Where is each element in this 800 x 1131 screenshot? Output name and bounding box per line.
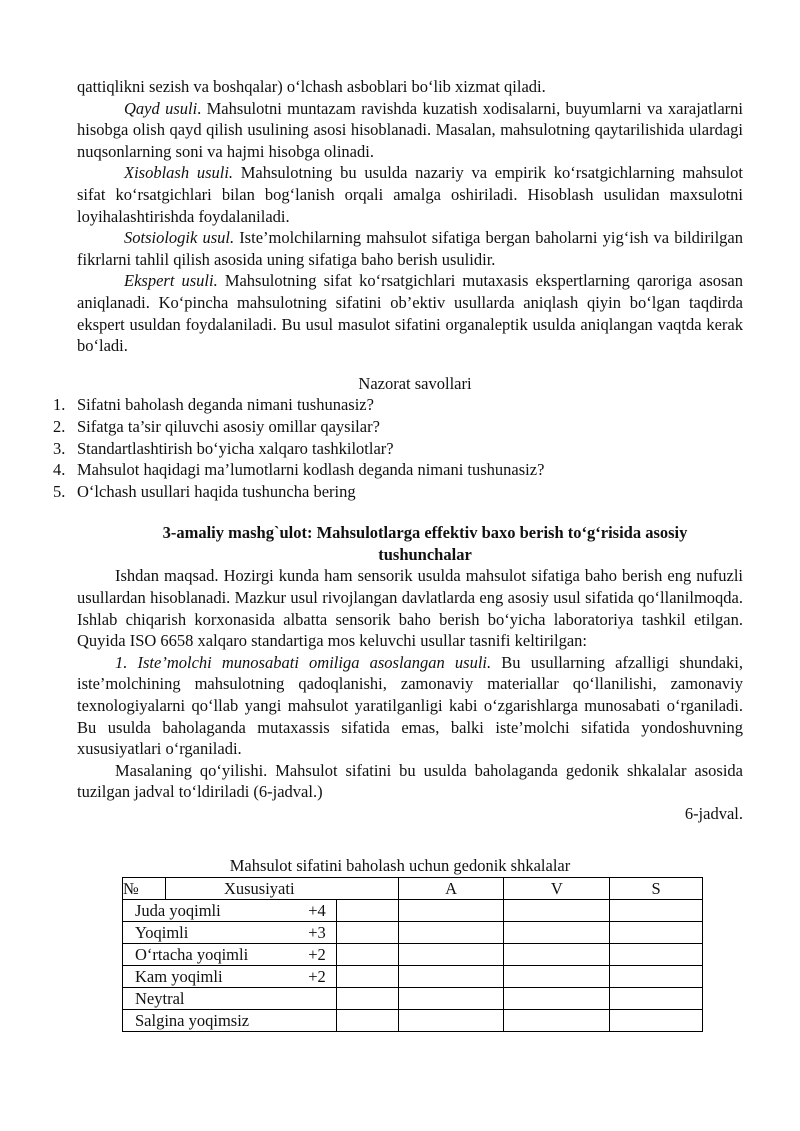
row-name: Juda yoqimli +4 xyxy=(123,900,337,922)
row-name: Yoqimli +3 xyxy=(123,922,337,944)
cell-a xyxy=(398,900,504,922)
row-score: +3 xyxy=(308,923,326,942)
row-score: +4 xyxy=(308,901,326,920)
cell-empty xyxy=(336,1010,398,1032)
paragraph-measurement: qattiqlikni sezish va boshqalar) o‘lchash asboblari bo‘lib xizmat qiladi. xyxy=(77,77,546,96)
cell-s xyxy=(610,922,703,944)
hedonic-scale-table xyxy=(122,877,703,1032)
cell-v xyxy=(504,922,610,944)
document-page xyxy=(53,76,743,825)
question-item: 4. Mahsulot haqidagi ma’lumotlarni kodlash deganda nimani tushunasiz? xyxy=(53,460,545,480)
questions-list xyxy=(53,394,743,502)
header-s: S xyxy=(610,878,703,900)
cell-s xyxy=(610,966,703,988)
paragraph-qayd-usuli xyxy=(77,98,743,163)
paragraph-xisoblash-usuli xyxy=(77,162,743,227)
header-num: № xyxy=(123,878,166,900)
question-item: 1. Sifatni baholash deganda nimani tushunasiz? xyxy=(53,395,374,415)
cell-empty xyxy=(336,966,398,988)
table-header-row xyxy=(123,878,703,900)
header-a: A xyxy=(398,878,504,900)
questions-title: Nazorat savollari xyxy=(358,373,472,393)
term-ekspert-usuli: Ekspert usuli. xyxy=(124,271,218,291)
paragraph-masala: Masalaning qo‘yilishi. Mahsulot sifatini bu usulda baholaganda gedonik shkalalar asosida tuzilgan jadval to‘ldiriladi (6-jadval.) xyxy=(77,760,743,802)
term-istemolchi-usuli: 1. Iste’molchi munosabati omiliga asoslangan usuli. xyxy=(115,652,492,672)
row-name: Neytral xyxy=(123,988,337,1010)
term-xisoblash-usuli: Xisoblash usuli. xyxy=(124,163,234,183)
header-v: V xyxy=(504,878,610,900)
cell-empty xyxy=(336,900,398,922)
cell-empty xyxy=(336,922,398,944)
section-heading: 3-amaliy mashg`ulot: Mahsulotlarga effektiv baxo berish to‘g‘risida asosiy tushunchalar xyxy=(162,523,688,564)
paragraph-text: . Mahsulotni muntazam ravishda kuzatish xodisalarni, buyumlarni va xarajatlarni hisobga olish qayd qilish usulining asosi hisoblanadi. Masalan, mahsulotning qaytarilishida ulardagi nuqsonlarning soni va hajmi hisobga olinadi. xyxy=(77,98,743,161)
table-row xyxy=(123,900,703,922)
paragraph-sotsiologik-usul xyxy=(77,227,743,270)
term-sotsiologik-usul: Sotsiologik usul. xyxy=(124,228,235,248)
table-caption: Mahsulot sifatini baholash uchun gedonik shkalalar xyxy=(229,856,571,875)
cell-s xyxy=(610,944,703,966)
table-row xyxy=(123,922,703,944)
cell-a xyxy=(398,944,504,966)
table-row xyxy=(123,1010,703,1032)
paragraph-text: Bu usullarning afzalligi shundaki, iste’molchining mahsulotning qadoqlanishi, zamonaviy materiallar qo‘llanilishi, zamonaviy texnologiyalarni qo‘llab yangi mahsulot yaratilganligi kabi o‘zgarishlarga munosabati o‘rganiladi. Bu usulda baholaganda mutaxassis sifatida emas, balki iste’molchi sifatida yondoshuvning xususiyatlari o‘rganiladi. xyxy=(77,652,743,759)
question-item: 2. Sifatga ta’sir qiluvchi asosiy omillar qaysilar? xyxy=(53,416,380,436)
row-name: Salgina yoqimsiz xyxy=(123,1010,337,1032)
table-label: 6-jadval. xyxy=(684,804,743,823)
term-qayd-usuli: Qayd usuli xyxy=(124,98,198,118)
cell-s xyxy=(610,1010,703,1032)
question-item: 5. O‘lchash usullari haqida tushuncha bering xyxy=(53,481,356,501)
table-row xyxy=(123,988,703,1010)
cell-s xyxy=(610,900,703,922)
cell-v xyxy=(504,900,610,922)
paragraph-istemolchi-usuli xyxy=(77,652,743,760)
cell-empty xyxy=(336,944,398,966)
cell-v xyxy=(504,944,610,966)
paragraph-text: Mahsulotning bu usulda nazariy va empirik ko‘rsatgichlarning mahsulot sifat ko‘rsatgichlari bilan bog‘lanish orqali amalga oshiriladi. Hisoblash usulidan maxsulotni loyihalashtirishda foydalaniladi. xyxy=(77,163,743,226)
cell-empty xyxy=(336,988,398,1010)
cell-a xyxy=(398,922,504,944)
table-row xyxy=(123,966,703,988)
cell-s xyxy=(610,988,703,1010)
row-name: Kam yoqimli +2 xyxy=(123,966,337,988)
row-score: +2 xyxy=(308,967,326,986)
question-item: 3. Standartlashtirish bo‘yicha xalqaro tashkilotlar? xyxy=(53,438,394,458)
table-row xyxy=(123,944,703,966)
cell-a xyxy=(398,988,504,1010)
cell-a xyxy=(398,1010,504,1032)
paragraph-ekspert-usuli xyxy=(77,270,743,356)
cell-v xyxy=(504,988,610,1010)
paragraph-text: Iste’molchilarning mahsulot sifatiga bergan baholarni yig‘ish va bildirilgan fikrlarni tahlil qilish asosida uning sifatiga baho berish usulidir. xyxy=(77,228,743,269)
row-name: O‘rtacha yoqimli +2 xyxy=(123,944,337,966)
cell-v xyxy=(504,1010,610,1032)
cell-v xyxy=(504,966,610,988)
paragraph-ishdan-maqsad: Ishdan maqsad. Hozirgi kunda ham sensorik usulda mahsulot sifatiga baho berish eng nufuzli usullardan hisoblanadi. Mazkur usul rivojlangan davlatlarda eng asosiy usul sifatida qo‘llanilmoqda. Ishlab chiqarish korxonasida albatta sensorik baho berish bo‘yicha laboratoriya tashkil etilgan. Quyida ISO 6658 xalqaro standartiga mos keluvchi usullar tasnifi keltirilgan: xyxy=(77,566,743,651)
cell-a xyxy=(398,966,504,988)
paragraph-text: Mahsulotning sifat ko‘rsatgichlari mutaxasis ekspertlarning qaroriga asosan aniqlanadi. Ko‘pincha mahsulotning sifatini ob’ektiv usullarda aniqlash qiyin bo‘lgan taqdirda ekspert usuldan foydalaniladi. Bu usul masulot sifatini organaleptik usulda aniqlangan vaqtda kerak bo‘ladi. xyxy=(77,271,743,356)
row-score: +2 xyxy=(308,945,326,964)
header-property: Xususiyati xyxy=(165,878,398,900)
